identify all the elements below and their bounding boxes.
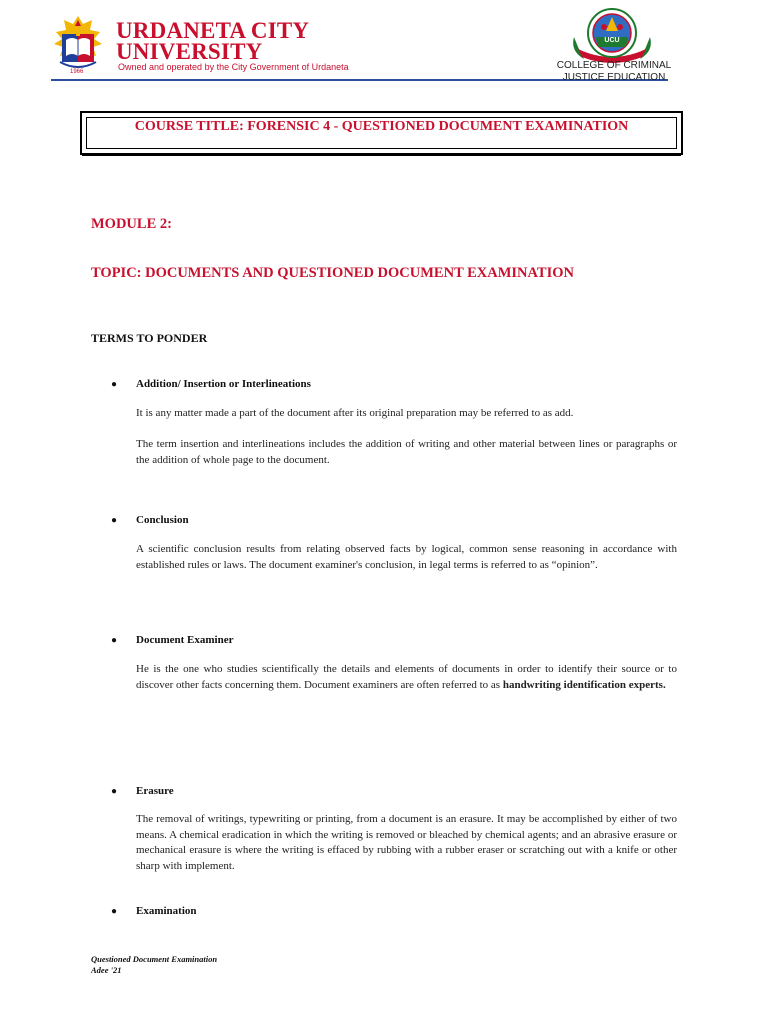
bullet-icon: ● [111,515,118,526]
term-paragraph: The removal of writings, typewriting or printing, from a document is an erasure. It may be accomplished by either of two means. A chemical eradication in which the writing is removed or bleached by chemical agents; and an abrasive erasure or mechanical erasure is where the writing is effaced by rubbing with a rubber eraser or scratching out with a knife or other sharp with implement. [136,813,677,872]
footer [91,954,217,976]
term-paragraph: The term insertion and interlineations includes the addition of writing and other material between lines or paragraphs or the addition of whole page to the document. [136,438,677,466]
terms-heading: TERMS TO PONDER [91,331,208,345]
college-name [548,60,680,84]
college-seal-logo [568,7,656,63]
college-name-line2: JUSTICE EDUCATION [562,72,666,83]
term-title: Conclusion [136,514,189,526]
logo-year: 1966 [70,69,84,75]
term-paragraph: A scientific conclusion results from relating observed facts by logical, common sense reasoning in accordance with established rules or laws. The document examiner's conclusion, in legal terms is referred to as “opinion”. [136,543,677,571]
topic-heading: TOPIC: DOCUMENTS AND QUESTIONED DOCUMENT EXAMINATION [91,265,574,281]
term-title: Erasure [136,785,174,797]
bullet-icon: ● [111,635,118,646]
university-tagline: Owned and operated by the City Government of Urdaneta [118,62,349,72]
term-title: Addition/ Insertion or Interlineations [136,378,311,390]
university-name [116,20,309,62]
term-title: Document Examiner [136,634,234,646]
term-title: Examination [136,905,197,917]
footer-line2: Adee '21 [91,965,122,975]
course-title: COURSE TITLE: FORENSIC 4 - QUESTIONED DOCUMENT EXAMINATION [134,119,629,134]
term-paragraph-emphasis: handwriting identification experts. [502,678,666,691]
bullet-icon: ● [111,906,118,917]
bullet-icon: ● [111,786,118,797]
svg-text:UCU: UCU [604,37,620,44]
bullet-icon: ● [111,379,118,390]
footer-line1: Questioned Document Examination [91,954,218,964]
university-name-line1: URDANETA CITY [116,18,310,43]
module-heading: MODULE 2: [91,216,172,232]
term-paragraph [136,662,677,693]
term-paragraph: It is any matter made a part of the document after its original preparation may be referred to as add. [136,407,574,419]
university-logo [50,14,106,74]
term-paragraph-text: He is the one who studies scientifically the details and elements of documents in order to identify their source or to discover other facts concerning them. Document examiners are often referred to as [136,663,677,691]
college-name-line1: COLLEGE OF CRIMINAL [556,60,672,71]
university-name-line2: UNIVERSITY [116,39,263,64]
